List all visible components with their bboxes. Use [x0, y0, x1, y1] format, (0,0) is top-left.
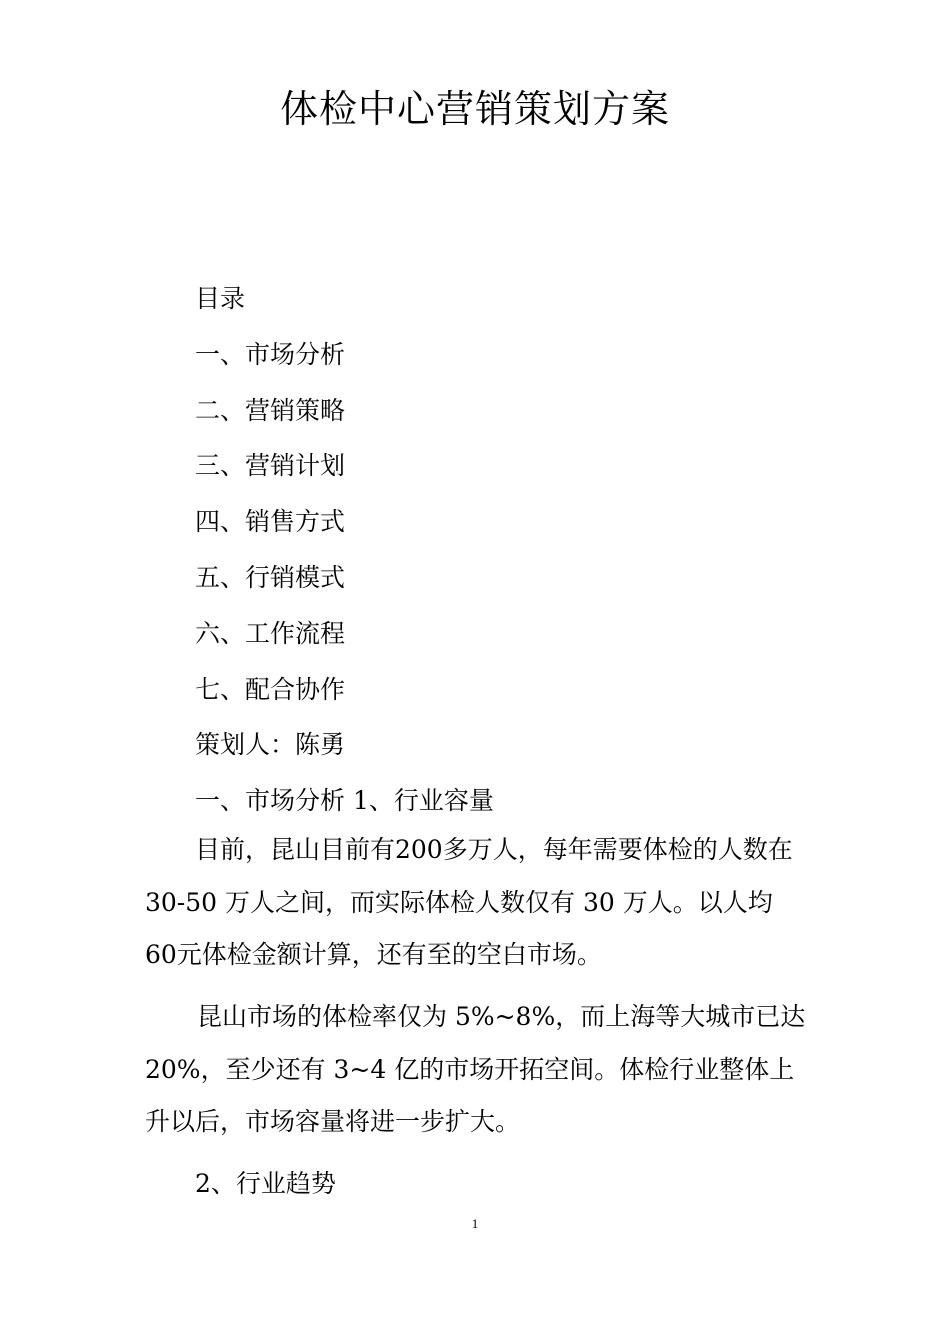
- toc-item-market-analysis: 一、市场分析: [195, 339, 346, 369]
- toc-item-sales-method: 四、销售方式: [195, 507, 346, 537]
- toc-item-marketing-strategy: 二、营销策略: [195, 395, 346, 425]
- document-title: 体检中心营销策划方案: [279, 87, 670, 131]
- toc-item-cooperation: 七、配合协作: [195, 674, 346, 704]
- planner-line: 策划人：陈勇: [195, 730, 346, 760]
- paragraph-industry-capacity: 目前，昆山目前有200多万人，每年需要体检的人数在30-50 万人之间，而实际体检人数仅有 30 万人。以人均 60元体检金额计算，还有至的空白市场。: [145, 835, 793, 969]
- toc-heading: 目录: [195, 284, 246, 313]
- table-of-contents: [195, 271, 494, 829]
- page-number: 1: [471, 1216, 479, 1231]
- toc-item-marketing-plan: 三、营销计划: [195, 451, 346, 481]
- toc-item-workflow: 六、工作流程: [195, 618, 346, 648]
- sub-heading-industry-trend: 2、行业趋势: [195, 1169, 336, 1198]
- toc-item-marketing-model: 五、行销模式: [195, 562, 346, 592]
- section-heading-market-analysis: 一、市场分析 1、行业容量: [195, 786, 494, 816]
- paragraph-market-space: 昆山市场的体检率仅为 5%~8%，而上海等大城市已达20%，至少还有 3~4 亿的市场开拓空间。体检行业整体上升以后，市场容量将进一步扩大。: [145, 1002, 806, 1136]
